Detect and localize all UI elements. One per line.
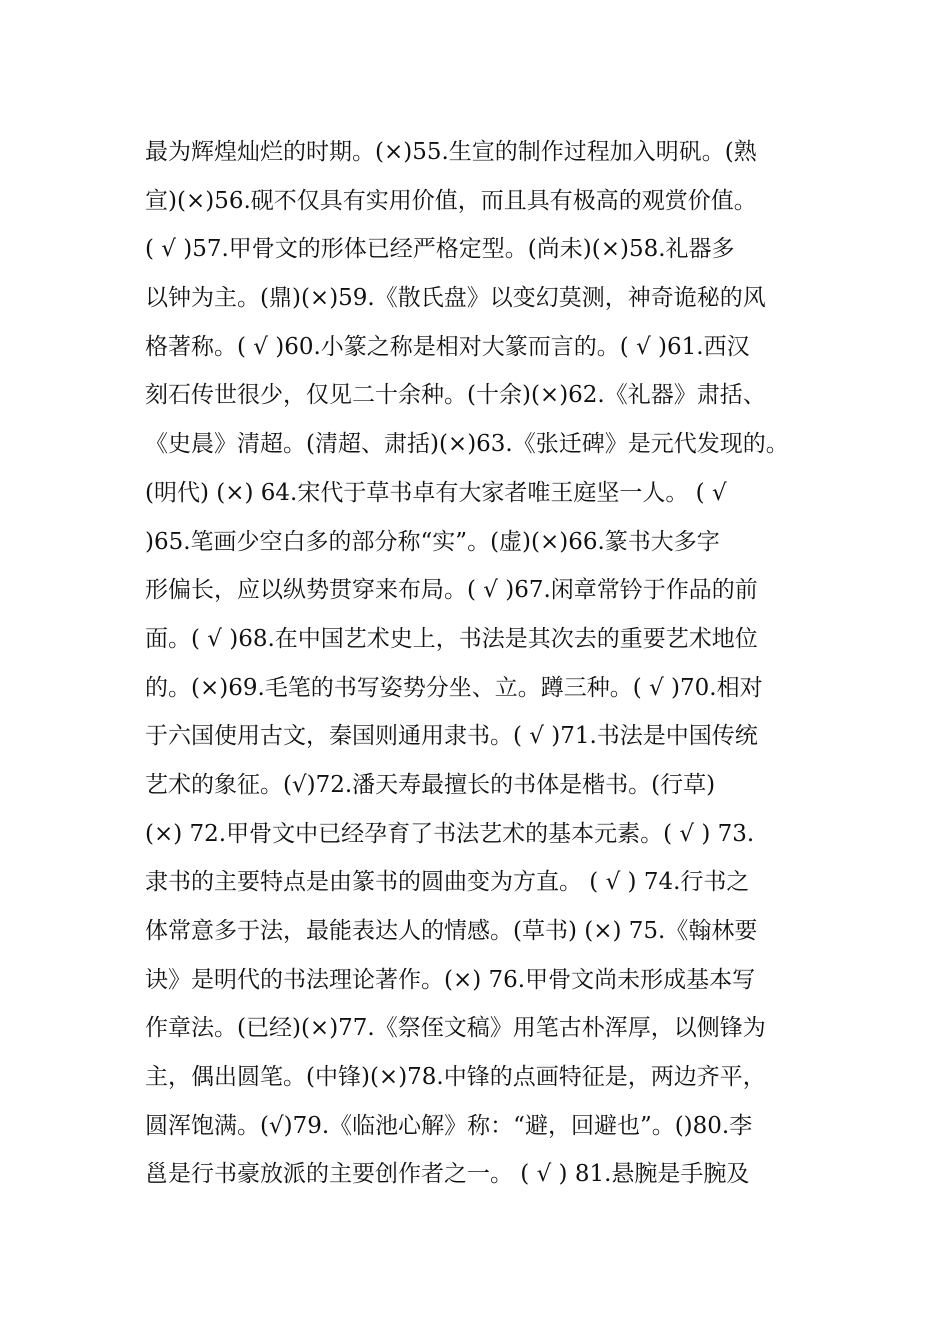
body-text [145, 128, 810, 1199]
text-line: 形偏长，应以纵势贯穿来布局。( √ )67.闲章常钤于作品的前 [145, 577, 758, 604]
text-line: 《史晨》清超。(清超、肃括)(×)63.《张迁碑》是元代发现的。 [145, 431, 789, 458]
text-line: 圆浑饱满。(√)79.《临池心解》称：“避，回避也”。()80.李 [145, 1112, 753, 1139]
text-line: 诀》是明代的书法理论著作。(×) 76.甲骨文尚未形成基本写 [145, 966, 756, 993]
text-line: 最为辉煌灿烂的时期。(×)55.生宣的制作过程加入明矾。(熟 [145, 139, 757, 165]
text-line: 以钟为主。(鼎)(×)59.《散氏盘》以变幻莫测，神奇诡秘的风 [145, 285, 766, 312]
text-line: 作章法。(已经)(×)77.《祭侄文稿》用笔古朴浑厚，以侧锋为 [145, 1015, 766, 1042]
text-line: ( √ )57.甲骨文的形体已经严格定型。(尚未)(×)58.礼器多 [145, 236, 735, 263]
text-line: (×) 72.甲骨文中已经孕育了书法艺术的基本元素。( √ ) 73. [145, 820, 755, 847]
text-line: 宣)(×)56.砚不仅具有实用价值，而且具有极高的观赏价值。 [145, 187, 757, 214]
text-line: (明代) (×) 64.宋代于草书卓有大家者唯王庭坚一人。 ( √ [145, 479, 727, 506]
text-line: 面。( √ )68.在中国艺术史上，书法是其次去的重要艺术地位 [145, 625, 758, 652]
text-line: 艺术的象征。(√)72.潘天寿最擅长的书体是楷书。(行草) [145, 771, 716, 798]
text-line: 格著称。( √ )60.小篆之称是相对大篆而言的。( √ )61.西汉 [145, 333, 750, 360]
text-line: 隶书的主要特点是由篆书的圆曲变为方直。 ( √ ) 74.行书之 [145, 869, 750, 896]
text-line: )65.笔画少空白多的部分称“实”。(虚)(×)66.篆书大多字 [145, 528, 720, 555]
text-line: 邕是行书豪放派的主要创作者之一。 ( √ ) 81.悬腕是手腕及 [145, 1161, 750, 1188]
text-line: 的。(×)69.毛笔的书写姿势分坐、立。蹲三种。( √ )70.相对 [145, 674, 763, 701]
text-line: 于六国使用古文，秦国则通用隶书。( √ )71.书法是中国传统 [145, 723, 758, 750]
text-line: 刻石传世很少，仅见二十余种。(十余)(×)62.《礼器》肃括、 [145, 382, 766, 409]
text-line: 主，偶出圆笔。(中锋)(×)78.中锋的点画特征是，两边齐平， [145, 1064, 766, 1091]
text-line: 体常意多于法，最能表达人的情感。(草书) (×) 75.《翰林要 [145, 918, 758, 944]
